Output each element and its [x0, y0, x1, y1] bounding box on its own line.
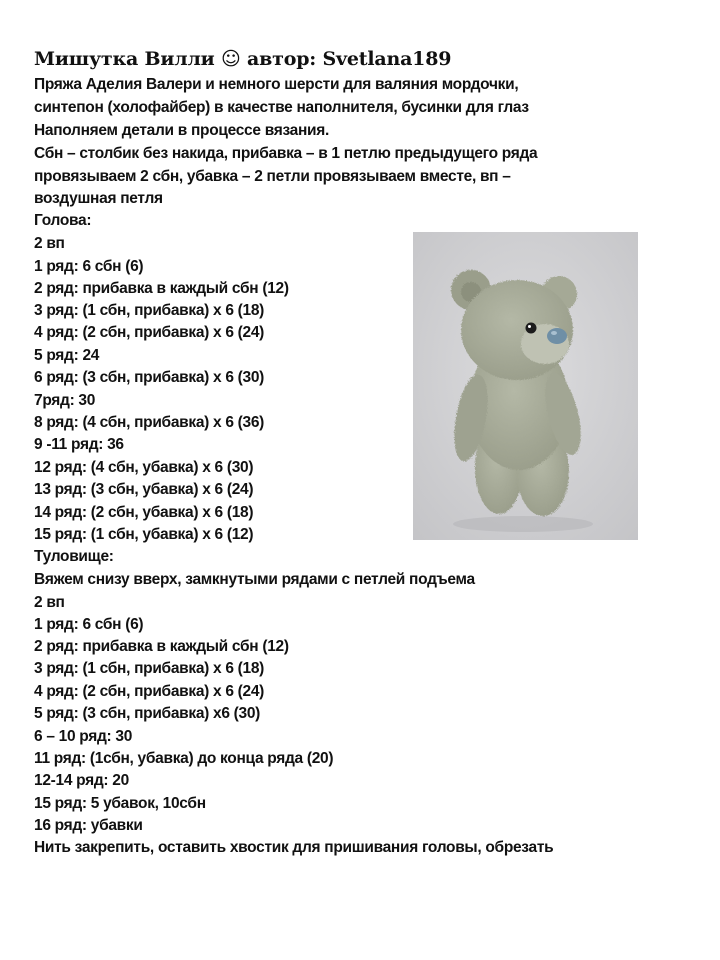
abbrev-line-3: воздушная петля [34, 190, 163, 207]
head-row: 2 вп [34, 235, 65, 252]
head-row: 7ряд: 30 [34, 392, 96, 409]
knitted-bear-photo [413, 232, 638, 540]
abbrev-line-2: провязываем 2 сбн, убавка – 2 петли провязываем вместе, вп – [34, 168, 511, 185]
smiley-icon: ☺ [221, 48, 241, 70]
body-row: 1 ряд: 6 сбн (6) [34, 616, 144, 633]
body-row: 3 ряд: (1 сбн, прибавка) х 6 (18) [34, 660, 265, 677]
body-row: 15 ряд: 5 убавок, 10сбн [34, 795, 206, 812]
head-row: 5 ряд: 24 [34, 347, 100, 364]
head-row: 6 ряд: (3 сбн, прибавка) х 6 (30) [34, 369, 265, 386]
finishing-line: Нить закрепить, оставить хвостик для пришивания головы, обрезать [34, 839, 554, 856]
title-name: Мишутка Вилли [34, 48, 215, 70]
head-row: 14 ряд: (2 сбн, убавка) х 6 (18) [34, 504, 254, 521]
body-row: 6 – 10 ряд: 30 [34, 728, 133, 745]
head-row: 13 ряд: (3 сбн, убавка) х 6 (24) [34, 481, 254, 498]
page-title [34, 48, 451, 70]
head-row: 15 ряд: (1 сбн, убавка) х 6 (12) [34, 526, 254, 543]
head-row: 3 ряд: (1 сбн, прибавка) х 6 (18) [34, 302, 265, 319]
body-row: 2 ряд: прибавка в каждый сбн (12) [34, 638, 289, 655]
head-row: 12 ряд: (4 сбн, убавка) х 6 (30) [34, 459, 254, 476]
head-heading: Голова: [34, 212, 92, 229]
body-row: 16 ряд: убавки [34, 817, 143, 834]
head-row: 4 ряд: (2 сбн, прибавка) х 6 (24) [34, 324, 265, 341]
materials-line-2: синтепон (холофайбер) в качестве наполнителя, бусинки для глаз [34, 99, 529, 116]
body-row: 5 ряд: (3 сбн, прибавка) х6 (30) [34, 705, 261, 722]
abbrev-line-1: Сбн – столбик без накида, прибавка – в 1 петлю предыдущего ряда [34, 145, 538, 162]
title-author: автор: Svetlana189 [247, 48, 452, 70]
body-row: 4 ряд: (2 сбн, прибавка) х 6 (24) [34, 683, 265, 700]
materials-line-1: Пряжа Аделия Валери и немного шерсти для валяния мордочки, [34, 76, 519, 93]
head-row: 2 ряд: прибавка в каждый сбн (12) [34, 280, 289, 297]
head-row: 1 ряд: 6 сбн (6) [34, 258, 144, 275]
body-row: 2 вп [34, 594, 65, 611]
head-row: 8 ряд: (4 сбн, прибавка) х 6 (36) [34, 414, 265, 431]
body-row: 12-14 ряд: 20 [34, 772, 129, 789]
body-row: 11 ряд: (1сбн, убавка) до конца ряда (20) [34, 750, 334, 767]
body-heading: Туловище: [34, 548, 114, 565]
materials-line-3: Наполняем детали в процессе вязания. [34, 122, 330, 139]
head-row: 9 -11 ряд: 36 [34, 436, 124, 453]
body-intro: Вяжем снизу вверх, замкнутыми рядами с петлей подъема [34, 571, 475, 588]
